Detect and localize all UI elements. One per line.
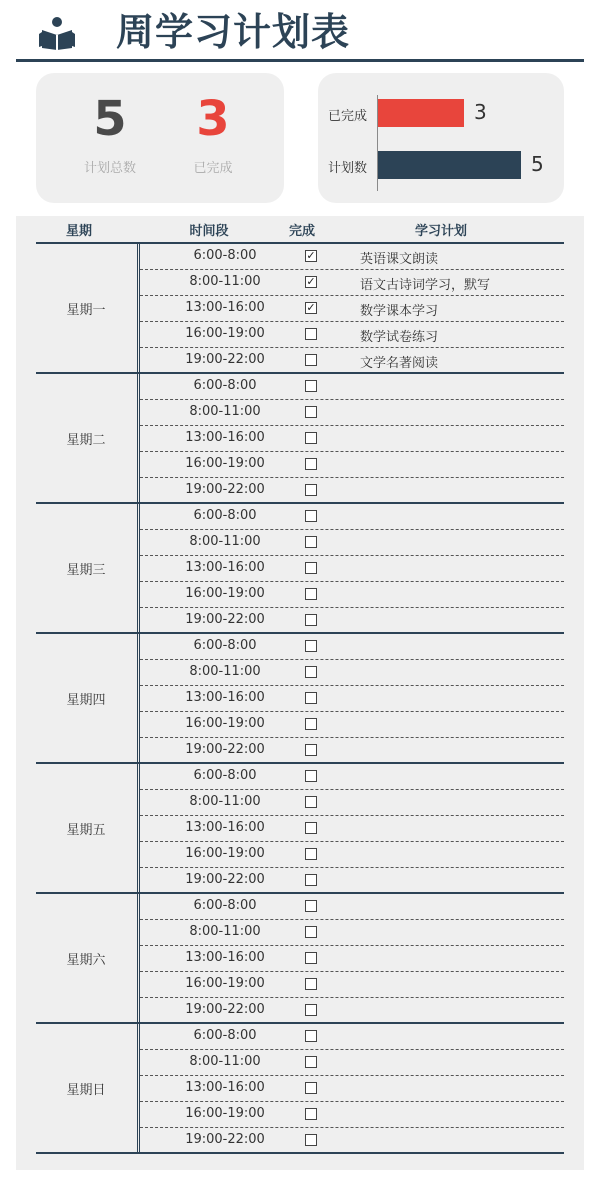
time-slot: 8:00-11:00 xyxy=(189,274,261,289)
table-row xyxy=(140,270,564,296)
table-row xyxy=(140,608,564,634)
time-slot: 16:00-19:00 xyxy=(185,326,265,341)
time-slot: 19:00-22:00 xyxy=(185,1132,265,1147)
unchecked-checkbox[interactable] xyxy=(305,926,317,938)
time-slot: 8:00-11:00 xyxy=(189,404,261,419)
table-row xyxy=(140,790,564,816)
plan-text: 英语课文朗读 xyxy=(360,252,439,267)
plan-text: 文学名著阅读 xyxy=(360,356,439,371)
table-row xyxy=(140,712,564,738)
total-label: 计划总数 xyxy=(83,161,136,176)
table-row xyxy=(140,998,564,1024)
day-label: 星期二 xyxy=(66,432,106,448)
day-label: 星期四 xyxy=(66,692,106,708)
unchecked-checkbox[interactable] xyxy=(305,796,317,808)
table-row xyxy=(140,1076,564,1102)
table-row xyxy=(140,582,564,608)
day-group xyxy=(36,374,564,504)
time-slot: 8:00-11:00 xyxy=(189,794,261,809)
time-slot: 8:00-11:00 xyxy=(189,1054,261,1069)
unchecked-checkbox[interactable] xyxy=(305,484,317,496)
bar-data-label: 3 xyxy=(474,100,487,124)
time-slot: 16:00-19:00 xyxy=(185,976,265,991)
unchecked-checkbox[interactable] xyxy=(305,536,317,548)
table-row xyxy=(140,374,564,400)
day-group xyxy=(36,764,564,894)
time-slot: 6:00-8:00 xyxy=(193,508,257,523)
table-row xyxy=(140,348,564,374)
time-slot: 16:00-19:00 xyxy=(185,1106,265,1121)
table-row xyxy=(140,946,564,972)
header-divider xyxy=(16,59,584,62)
table-row xyxy=(140,530,564,556)
table-row xyxy=(140,244,564,270)
day-group xyxy=(36,244,564,374)
unchecked-checkbox[interactable] xyxy=(305,354,317,366)
time-slot: 19:00-22:00 xyxy=(185,482,265,497)
day-group xyxy=(36,1024,564,1154)
time-slot: 6:00-8:00 xyxy=(193,898,257,913)
time-slot: 8:00-11:00 xyxy=(189,924,261,939)
unchecked-checkbox[interactable] xyxy=(305,692,317,704)
time-slot: 16:00-19:00 xyxy=(185,456,265,471)
time-slot: 13:00-16:00 xyxy=(185,690,265,705)
bar-category-label: 计划数 xyxy=(328,161,368,176)
day-group xyxy=(36,894,564,1024)
checked-checkbox[interactable]: ✓ xyxy=(306,249,316,262)
page-header xyxy=(0,0,600,62)
reading-person-icon xyxy=(38,16,76,50)
unchecked-checkbox[interactable] xyxy=(305,458,317,470)
day-group xyxy=(36,634,564,764)
time-slot: 16:00-19:00 xyxy=(185,716,265,731)
time-slot: 6:00-8:00 xyxy=(193,1028,257,1043)
time-slot: 13:00-16:00 xyxy=(185,950,265,965)
bar xyxy=(378,151,521,179)
plan-text: 数学课本学习 xyxy=(360,304,439,319)
table-row xyxy=(140,894,564,920)
progress-chart-card xyxy=(318,73,564,203)
table-row xyxy=(140,816,564,842)
unchecked-checkbox[interactable] xyxy=(305,1056,317,1068)
unchecked-checkbox[interactable] xyxy=(305,328,317,340)
total-count: 5 xyxy=(93,91,127,147)
table-row xyxy=(140,634,564,660)
table-row xyxy=(140,738,564,764)
table-row xyxy=(140,478,564,504)
plan-text: 数学试卷练习 xyxy=(360,330,439,345)
unchecked-checkbox[interactable] xyxy=(305,432,317,444)
table-row xyxy=(140,868,564,894)
bar xyxy=(378,99,464,127)
time-slot: 13:00-16:00 xyxy=(185,1080,265,1095)
table-row xyxy=(140,660,564,686)
unchecked-checkbox[interactable] xyxy=(305,874,317,886)
unchecked-checkbox[interactable] xyxy=(305,1134,317,1146)
table-header xyxy=(16,216,584,242)
table-row xyxy=(140,1024,564,1050)
day-label: 星期一 xyxy=(66,302,106,318)
checked-checkbox[interactable]: ✓ xyxy=(306,275,316,288)
unchecked-checkbox[interactable] xyxy=(305,562,317,574)
day-label: 星期六 xyxy=(66,952,106,968)
unchecked-checkbox[interactable] xyxy=(305,1082,317,1094)
table-row xyxy=(140,1050,564,1076)
checked-checkbox[interactable]: ✓ xyxy=(306,301,316,314)
unchecked-checkbox[interactable] xyxy=(305,718,317,730)
time-slot: 8:00-11:00 xyxy=(189,534,261,549)
table-row xyxy=(140,400,564,426)
unchecked-checkbox[interactable] xyxy=(305,770,317,782)
unchecked-checkbox[interactable] xyxy=(305,380,317,392)
time-slot: 19:00-22:00 xyxy=(185,1002,265,1017)
time-slot: 6:00-8:00 xyxy=(193,768,257,783)
day-label: 星期日 xyxy=(66,1082,106,1098)
unchecked-checkbox[interactable] xyxy=(305,1108,317,1120)
time-slot: 13:00-16:00 xyxy=(185,430,265,445)
unchecked-checkbox[interactable] xyxy=(305,822,317,834)
done-count: 3 xyxy=(196,91,230,147)
time-slot: 13:00-16:00 xyxy=(185,300,265,315)
time-slot: 6:00-8:00 xyxy=(193,378,257,393)
time-slot: 8:00-11:00 xyxy=(189,664,261,679)
table-row xyxy=(140,426,564,452)
time-slot: 6:00-8:00 xyxy=(193,248,257,263)
unchecked-checkbox[interactable] xyxy=(305,510,317,522)
table-row xyxy=(140,556,564,582)
table-row xyxy=(140,972,564,998)
time-slot: 19:00-22:00 xyxy=(185,872,265,887)
col-header-plan: 学习计划 xyxy=(414,224,467,239)
schedule-table xyxy=(16,216,584,1170)
col-header-day: 星期 xyxy=(65,224,92,239)
day-label: 星期三 xyxy=(66,562,106,578)
col-header-done: 完成 xyxy=(288,224,315,239)
time-slot: 13:00-16:00 xyxy=(185,560,265,575)
unchecked-checkbox[interactable] xyxy=(305,978,317,990)
unchecked-checkbox[interactable] xyxy=(305,1030,317,1042)
unchecked-checkbox[interactable] xyxy=(305,588,317,600)
bar-data-label: 5 xyxy=(531,152,544,176)
day-label: 星期五 xyxy=(66,822,106,838)
table-row xyxy=(140,504,564,530)
table-row xyxy=(140,686,564,712)
page-title: 周学习计划表 xyxy=(116,10,351,54)
unchecked-checkbox[interactable] xyxy=(305,900,317,912)
table-row xyxy=(140,452,564,478)
time-slot: 16:00-19:00 xyxy=(185,586,265,601)
time-slot: 16:00-19:00 xyxy=(185,846,265,861)
time-slot: 6:00-8:00 xyxy=(193,638,257,653)
stats-card xyxy=(36,73,284,203)
unchecked-checkbox[interactable] xyxy=(305,666,317,678)
day-group xyxy=(36,504,564,634)
done-label: 已完成 xyxy=(193,161,233,176)
bar-category-label: 已完成 xyxy=(328,109,368,124)
unchecked-checkbox[interactable] xyxy=(305,952,317,964)
table-row xyxy=(140,322,564,348)
time-slot: 19:00-22:00 xyxy=(185,742,265,757)
time-slot: 19:00-22:00 xyxy=(185,352,265,367)
unchecked-checkbox[interactable] xyxy=(305,406,317,418)
col-header-time: 时间段 xyxy=(189,224,229,239)
plan-text: 语文古诗词学习，默写 xyxy=(360,278,491,293)
table-row xyxy=(140,296,564,322)
unchecked-checkbox[interactable] xyxy=(305,640,317,652)
unchecked-checkbox[interactable] xyxy=(305,848,317,860)
table-row xyxy=(140,920,564,946)
table-row xyxy=(140,1102,564,1128)
time-slot: 19:00-22:00 xyxy=(185,612,265,627)
unchecked-checkbox[interactable] xyxy=(305,1004,317,1016)
table-row xyxy=(140,1128,564,1154)
unchecked-checkbox[interactable] xyxy=(305,744,317,756)
unchecked-checkbox[interactable] xyxy=(305,614,317,626)
table-row xyxy=(140,764,564,790)
time-slot: 13:00-16:00 xyxy=(185,820,265,835)
table-row xyxy=(140,842,564,868)
